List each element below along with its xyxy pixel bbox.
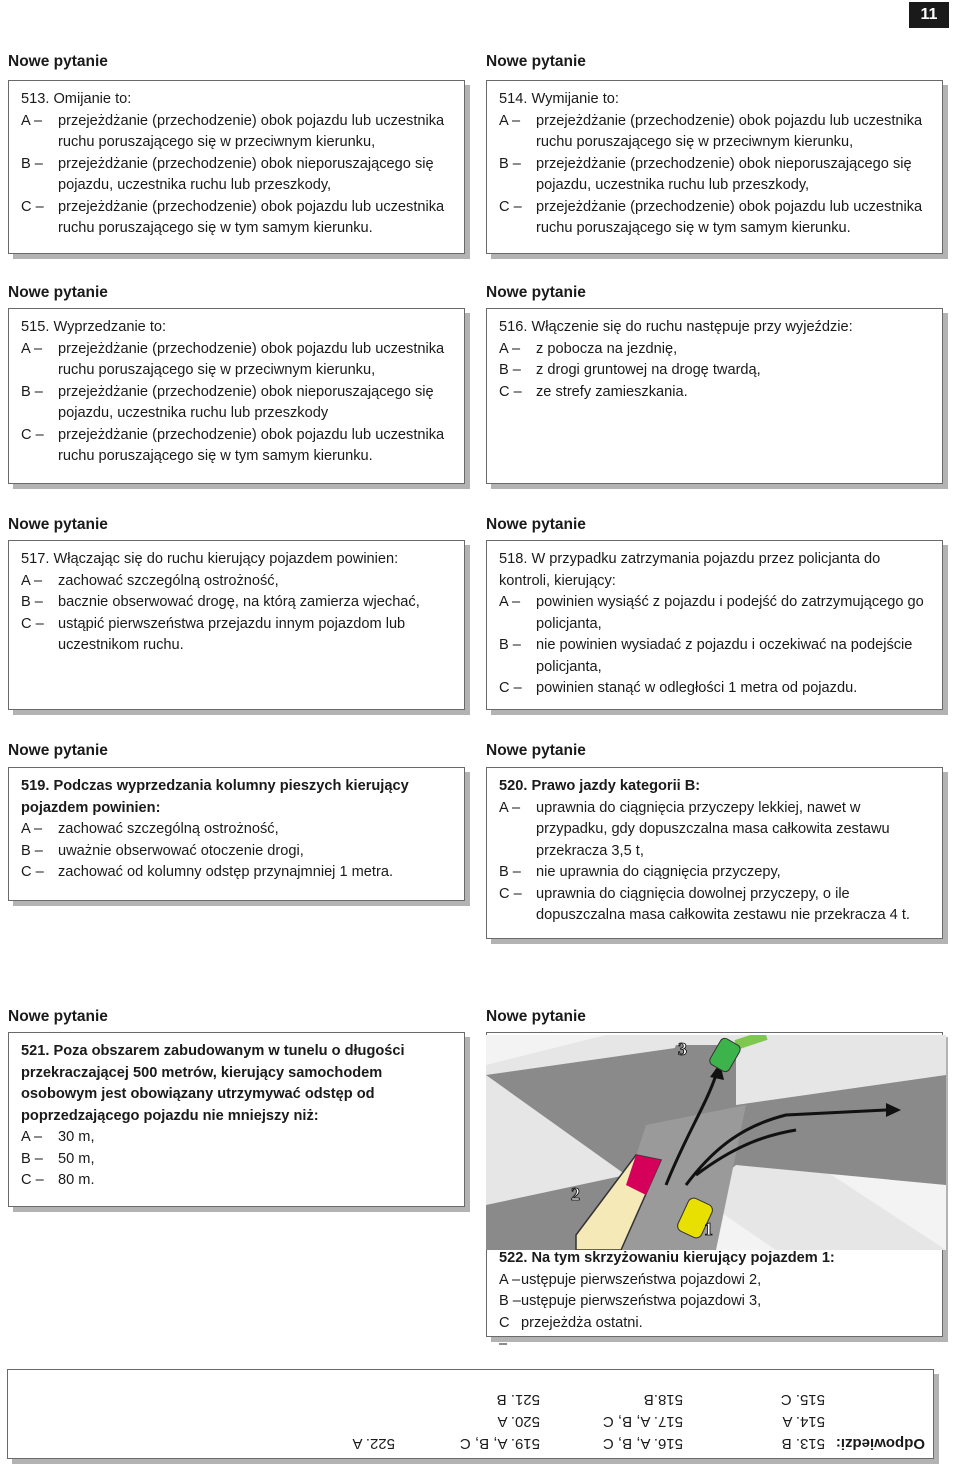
option-key: B –: [21, 594, 43, 610]
answer-option: [21, 841, 452, 863]
option-key: C –: [21, 426, 44, 443]
option-text: przejeżdżanie (przechodzenie) obok pojazdu lub uczestnika ruchu poruszającego się w przeciwnym kierunku,: [536, 112, 923, 150]
answer-option: [21, 862, 452, 884]
answer-option: [21, 425, 452, 468]
option-key: C –: [499, 383, 522, 400]
option-key: B –: [21, 1150, 43, 1167]
question-box-516: [486, 308, 943, 484]
option-key: B –: [499, 637, 521, 653]
option-text: zachować od kolumny odstęp przynajmniej 1 metra.: [58, 864, 394, 880]
answer-option: [499, 798, 930, 863]
option-key: C –: [499, 1314, 510, 1352]
option-text: ustępuje pierwszeństwa pojazdowi 2,: [521, 1271, 762, 1288]
new-question-header: Nowe pytanie: [486, 1008, 586, 1025]
question-number: 513.: [21, 91, 50, 107]
question-stem: Poza obszarem zabudowanym w tunelu o długości przekraczającej 500 metrów, kierujący samochodem osobowym jest obowiązany utrzymywać odstęp od poprzedzającego pojazdu nie mniejszy niż:: [21, 1043, 405, 1124]
answer-option: [499, 884, 930, 927]
question-box-521: [8, 1032, 465, 1207]
option-key: C –: [21, 615, 44, 632]
vehicle-1-label: 1: [704, 1219, 713, 1239]
question-box-514: [486, 80, 943, 254]
question-text: [499, 317, 930, 339]
question-text: [499, 776, 930, 798]
answer-option: [499, 678, 930, 700]
new-question-header: Nowe pytanie: [486, 284, 586, 301]
question-text: [499, 89, 930, 111]
question-box-513: [8, 80, 465, 254]
question-stem: Wyprzedzanie to:: [49, 319, 167, 335]
option-text: uważnie obserwować otoczenie drogi,: [58, 842, 304, 859]
question-box-520: [486, 767, 943, 939]
option-text: przejeżdża ostatni.: [521, 1314, 643, 1331]
option-text: powinien stanąć w odległości 1 metra od pojazdu.: [536, 680, 858, 696]
option-key: A –: [499, 1271, 521, 1288]
option-text: bacznie obserwować drogę, na którą zamierza wjechać,: [58, 594, 420, 610]
option-key: A –: [21, 821, 43, 837]
option-key: C –: [21, 864, 44, 880]
option-key: C –: [21, 1172, 44, 1188]
question-stem: Podczas wyprzedzania kolumny pieszych kierujący pojazdem powinien:: [21, 778, 409, 816]
option-key: A –: [499, 799, 521, 816]
answer-option: [21, 197, 452, 240]
option-key: B –: [499, 1293, 521, 1309]
answer-item: 517. A, B, C: [602, 1413, 683, 1430]
option-key: C –: [499, 198, 522, 215]
new-question-header: Nowe pytanie: [8, 284, 108, 301]
option-text: z drogi gruntowej na drogę twardą,: [536, 362, 761, 378]
option-text: zachować szczególną ostrożność,: [58, 821, 279, 837]
option-text: 50 m,: [58, 1150, 95, 1167]
question-stem: Na tym skrzyżowaniu kierujący pojazdem 1:: [527, 1250, 835, 1266]
option-text: przejeżdżanie (przechodzenie) obok pojazdu lub uczestnika ruchu poruszającego się w tym samym kierunku.: [536, 198, 923, 236]
option-key: C –: [499, 885, 522, 902]
new-question-header: Nowe pytanie: [486, 516, 586, 533]
question-text: [499, 549, 930, 592]
answers-panel: [7, 1369, 934, 1459]
answer-option: [499, 360, 930, 382]
option-key: B –: [21, 155, 43, 172]
answer-option: [21, 1127, 452, 1149]
option-key: B –: [499, 362, 521, 378]
answer-option: [21, 571, 452, 593]
question-stem: Wymijanie to:: [527, 91, 619, 107]
option-text: ustępuje pierwszeństwa pojazdowi 3,: [521, 1293, 762, 1309]
intersection-illustration: [486, 1035, 946, 1250]
answer-option: [21, 339, 452, 382]
answer-option: [21, 1149, 452, 1171]
answer-option: [21, 592, 452, 614]
question-number: 514.: [499, 91, 528, 107]
option-key: C –: [21, 198, 44, 215]
answer-option: [499, 592, 930, 635]
option-text: przejeżdżanie (przechodzenie) obok pojazdu lub uczestnika ruchu poruszającego się w tym samym kierunku.: [58, 198, 445, 236]
new-question-header: Nowe pytanie: [8, 516, 108, 533]
option-key: A –: [499, 340, 521, 357]
answer-option: [499, 862, 930, 884]
answer-option: [499, 1270, 930, 1292]
answer-item: 521. B: [496, 1391, 540, 1408]
new-question-header: Nowe pytanie: [8, 53, 108, 70]
answer-option: [499, 1291, 930, 1313]
question-number: 520.: [499, 778, 528, 794]
question-box-519: [8, 767, 465, 901]
new-question-header: Nowe pytanie: [8, 1008, 108, 1025]
question-text: [21, 89, 452, 111]
question-text: [21, 1041, 452, 1127]
new-question-header: Nowe pytanie: [486, 742, 586, 759]
option-key: A –: [21, 572, 43, 589]
question-number: 518.: [499, 551, 528, 567]
option-text: nie powinien wysiadać z pojazdu i oczekiwać na podejście policjanta,: [536, 637, 913, 675]
option-key: B –: [21, 842, 43, 859]
question-stem: Włączając się do ruchu kierujący pojazdem powinien:: [49, 551, 399, 567]
answer-option: [499, 1313, 930, 1356]
question-stem: Prawo jazdy kategorii B:: [527, 778, 701, 794]
answer-option: [499, 154, 930, 197]
option-text: 80 m.: [58, 1172, 95, 1188]
page-number: 11: [909, 2, 949, 28]
question-number: 521.: [21, 1043, 50, 1059]
question-text: [21, 549, 452, 571]
option-text: przejeżdżanie (przechodzenie) obok pojazdu lub uczestnika ruchu poruszającego się w przeciwnym kierunku,: [58, 340, 445, 378]
option-text: ze strefy zamieszkania.: [536, 383, 688, 400]
option-text: przejeżdżanie (przechodzenie) obok pojazdu lub uczestnika ruchu poruszającego się w przeciwnym kierunku,: [58, 112, 445, 150]
option-text: zachować szczególną ostrożność,: [58, 572, 279, 589]
answer-option: [499, 382, 930, 404]
new-question-header: Nowe pytanie: [486, 53, 586, 70]
answer-option: [21, 382, 452, 425]
answer-item: 516. A, B, C: [602, 1435, 683, 1452]
option-key: B –: [499, 155, 521, 172]
vehicle-2-label: 2: [571, 1184, 580, 1204]
question-number: 522.: [499, 1250, 528, 1266]
question-number: 517.: [21, 551, 50, 567]
option-text: przejeżdżanie (przechodzenie) obok nieporuszającego się pojazdu, uczestnika ruchu lub przeszkody,: [536, 155, 912, 193]
question-text: [21, 317, 452, 339]
option-text: 30 m,: [58, 1129, 95, 1145]
vehicle-3-label: 3: [678, 1039, 687, 1059]
question-text: [499, 1248, 930, 1270]
answer-option: [21, 111, 452, 154]
option-text: uprawnia do ciągnięcia przyczepy lekkiej, nawet w przypadku, gdy dopuszczalna masa całkowita zestawu przekracza 3,5 t,: [536, 799, 890, 859]
question-stem: Włączenie się do ruchu następuje przy wyjeździe:: [527, 319, 853, 335]
option-key: A –: [21, 340, 43, 357]
option-key: A –: [21, 1129, 43, 1145]
question-box-518: [486, 540, 943, 710]
question-text: [21, 776, 452, 819]
question-stem: Omijanie to:: [49, 91, 132, 107]
answer-option: [21, 1170, 452, 1192]
question-number: 516.: [499, 319, 528, 335]
question-box-517: [8, 540, 465, 710]
answer-item: 515. C: [780, 1391, 825, 1408]
answer-item: 518.B: [643, 1391, 683, 1408]
new-question-header: Nowe pytanie: [8, 742, 108, 759]
answer-option: [499, 635, 930, 678]
option-text: ustąpić pierwszeństwa przejazdu innym pojazdom lub uczestnikom ruchu.: [58, 615, 406, 653]
option-key: B –: [499, 864, 521, 880]
option-key: A –: [499, 112, 521, 129]
option-key: A –: [499, 594, 521, 610]
answer-item: 520. A: [497, 1413, 540, 1430]
answer-item: 519. A, B, C: [459, 1435, 540, 1452]
answer-option: [21, 614, 452, 657]
option-text: przejeżdżanie (przechodzenie) obok nieporuszającego się pojazdu, uczestnika ruchu lub przeszkody,: [58, 155, 434, 193]
option-key: B –: [21, 383, 43, 400]
option-key: C –: [499, 680, 522, 696]
answer-option: [21, 154, 452, 197]
question-number: 519.: [21, 778, 50, 794]
option-text: przejeżdżanie (przechodzenie) obok pojazdu lub uczestnika ruchu poruszającego się w tym samym kierunku.: [58, 426, 445, 464]
question-stem: W przypadku zatrzymania pojazdu przez policjanta do kontroli, kierujący:: [499, 551, 881, 589]
answer-item: 514. A: [782, 1413, 825, 1430]
question-number: 515.: [21, 319, 50, 335]
option-key: A –: [21, 112, 43, 129]
option-text: z pobocza na jezdnię,: [536, 340, 678, 357]
answer-item: 522. A: [352, 1435, 395, 1452]
option-text: powinien wysiąść z pojazdu i podejść do zatrzymującego go policjanta,: [536, 594, 924, 632]
answer-item: 513. B: [781, 1435, 825, 1452]
option-text: przejeżdżanie (przechodzenie) obok nieporuszającego się pojazdu, uczestnika ruchu lub przeszkody: [58, 383, 434, 421]
option-text: uprawnia do ciągnięcia dowolnej przyczepy, o ile dopuszczalna masa całkowita zestawu nie przekracza 4 t.: [536, 885, 910, 923]
answer-option: [499, 197, 930, 240]
answer-option: [499, 111, 930, 154]
answer-option: [21, 819, 452, 841]
option-text: nie uprawnia do ciągnięcia przyczepy,: [536, 864, 781, 880]
question-box-515: [8, 308, 465, 484]
answers-label: Odpowiedzi:: [835, 1435, 925, 1452]
answer-option: [499, 339, 930, 361]
answers-inner: [8, 1370, 935, 1460]
